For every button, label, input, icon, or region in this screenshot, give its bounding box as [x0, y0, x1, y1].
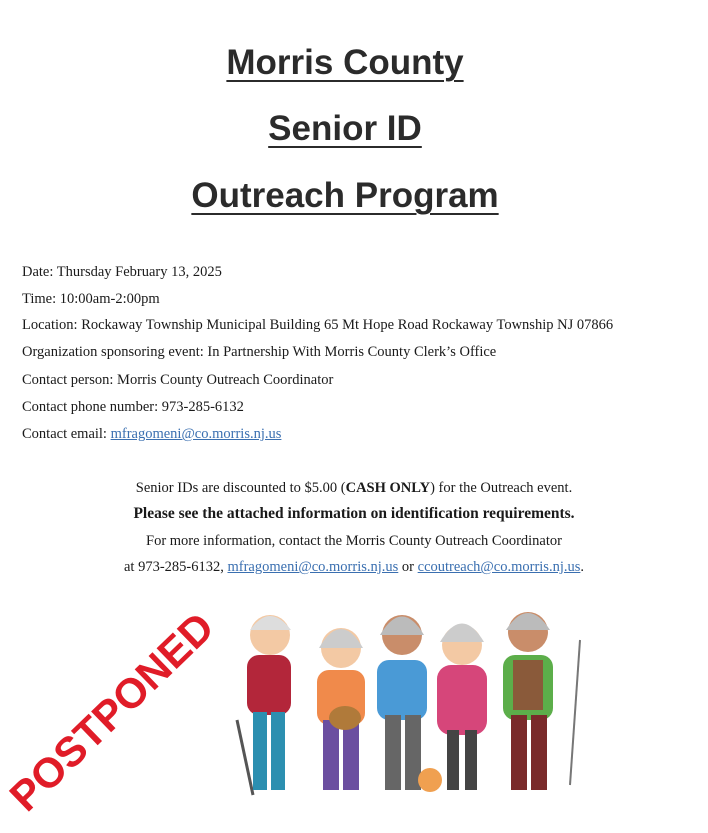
postponed-stamp: POSTPONED: [0, 603, 223, 821]
detail-contact-person: [22, 371, 333, 389]
title-line-2: Senior ID: [268, 109, 422, 148]
senior-figure: [418, 624, 487, 793]
notice-more-info: For more information, contact the Morris County Outreach Coordinator: [146, 533, 562, 549]
value: Morris County Outreach Coordinator: [117, 372, 334, 388]
notice-requirements: Please see the attached information on identification requirements.: [133, 505, 575, 522]
text: Senior IDs are discounted to $5.00 (: [135, 480, 346, 496]
value: 973-285-6132: [161, 399, 244, 415]
notice-contacts: [0, 558, 708, 576]
label: Location:: [22, 317, 78, 333]
value: Rockaway Township Municipal Building 65 Mt Hope Road Rockaway Township NJ 07866: [81, 317, 614, 333]
cash-only: CASH ONLY: [345, 480, 431, 496]
email-link-2[interactable]: ccoutreach@co.morris.nj.us: [417, 559, 581, 575]
senior-figure: [317, 628, 365, 790]
label: Contact email:: [22, 426, 107, 442]
detail-email: [22, 425, 281, 443]
title-line-1: Morris County: [226, 43, 464, 82]
email-link-1[interactable]: mfragomeni@co.morris.nj.us: [227, 559, 399, 575]
text: or: [398, 559, 418, 575]
senior-figure: [503, 612, 580, 790]
senior-figure: [237, 615, 291, 795]
label: Date:: [22, 264, 54, 280]
text: at 973-285-6132,: [123, 559, 228, 575]
detail-date: [22, 263, 222, 281]
detail-organization: [22, 343, 496, 361]
detail-phone: [22, 398, 244, 416]
text: ) for the Outreach event.: [430, 480, 573, 496]
label: Contact person:: [22, 372, 114, 388]
label: Time:: [22, 291, 57, 307]
value: In Partnership With Morris County Clerk’s Office: [207, 344, 497, 360]
label: Contact phone number:: [22, 399, 159, 415]
senior-figure: [377, 615, 427, 790]
seniors-illustration: [225, 600, 595, 800]
email-link[interactable]: mfragomeni@co.morris.nj.us: [110, 426, 282, 442]
label: Organization sponsoring event:: [22, 344, 204, 360]
notice-price: [0, 479, 708, 497]
detail-location: [22, 316, 613, 334]
title-line-3: Outreach Program: [191, 176, 499, 215]
value: Thursday February 13, 2025: [56, 264, 222, 280]
value: 10:00am-2:00pm: [59, 291, 160, 307]
text: .: [580, 559, 584, 575]
detail-time: [22, 290, 160, 308]
